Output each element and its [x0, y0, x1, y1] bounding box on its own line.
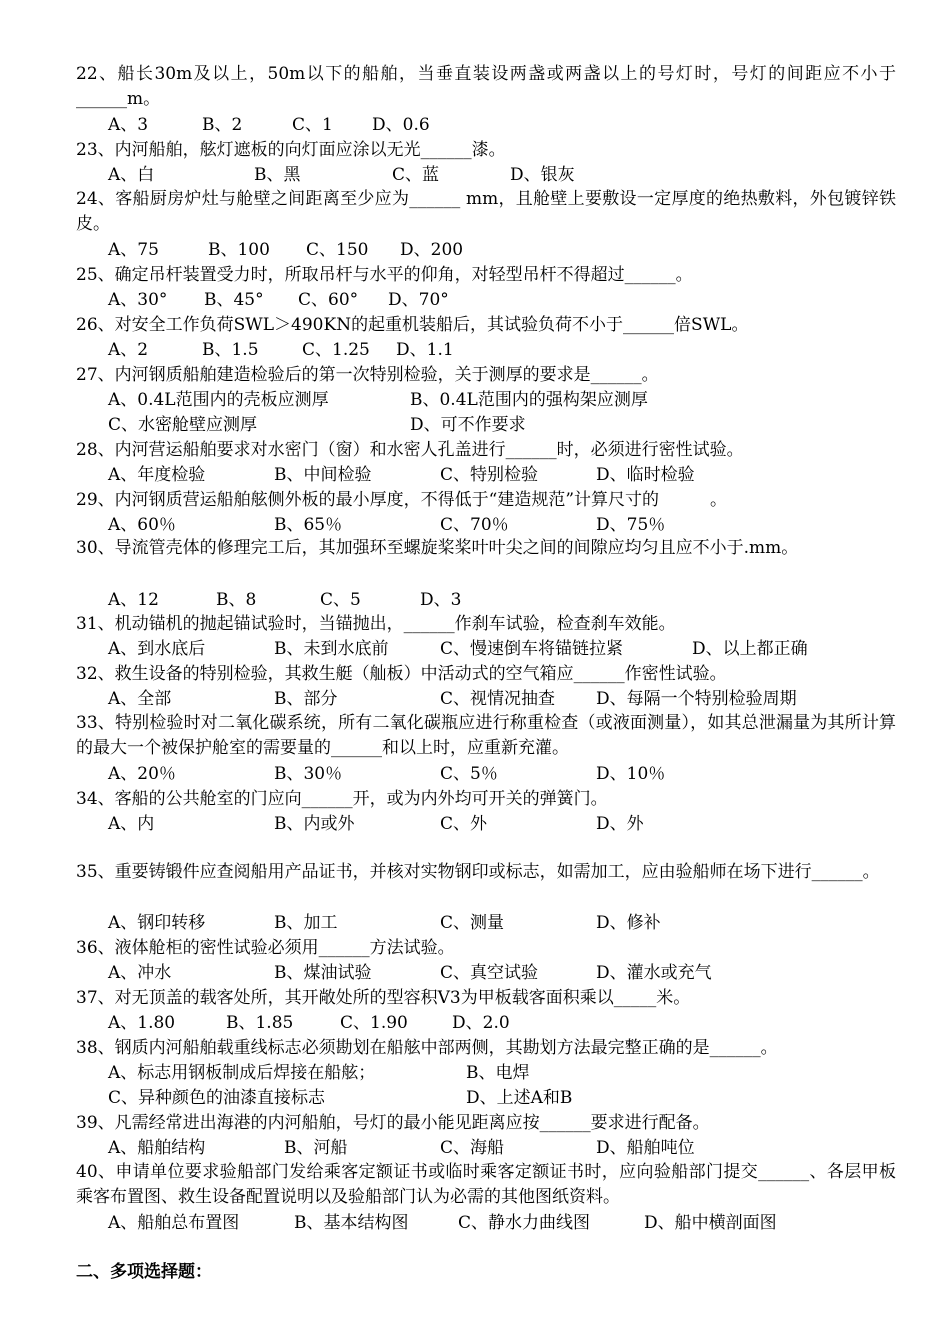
question-39-text: 39、凡需经常进出海港的内河船舶，号灯的最小能见距离应按______要求进行配备。 [76, 1113, 710, 1133]
option-c: C、150 [306, 240, 369, 260]
option-b: B、65％ [274, 515, 343, 535]
option-d: D、临时检验 [596, 465, 695, 485]
question-32-text: 32、救生设备的特别检验，其救生艇（舢板）中活动式的空气箱应______作密性试验。 [76, 664, 727, 684]
option-b: B、黑 [254, 165, 301, 185]
option-c: C、真空试验 [440, 963, 539, 983]
option-d: D、可不作要求 [410, 415, 526, 435]
option-a: A、船舶结构 [108, 1138, 206, 1158]
option-c: C、视情况抽查 [440, 689, 556, 709]
question-35-text: 35、重要铸锻件应查阅船用产品证书，并核对实物钢印或标志，如需加工，应由验船师在场下进行______。 [76, 862, 880, 882]
option-a: A、到水底后 [108, 639, 206, 659]
option-c: C、慢速倒车将锚链拉紧 [440, 639, 624, 659]
question-38-text: 38、钢质内河船舶载重线标志必须勘划在船舷中部两侧，其勘划方法最完整正确的是______。 [76, 1038, 778, 1058]
option-b: B、电焊 [466, 1063, 530, 1083]
question-24-text: 24、客船厨房炉灶与舱壁之间距离至少应为______ mm，且舱壁上要敷设一定厚度的绝热敷料，外包镀锌铁皮。 [76, 189, 896, 234]
question-26-text: 26、对安全工作负荷SWL＞490KN的起重机装船后，其试验负荷不小于______倍SWL。 [76, 315, 749, 335]
question-29-text: 29、内河钢质营运船舶舷侧外板的最小厚度，不得低于“建造规范”计算尺寸的 。 [76, 490, 728, 510]
option-c: C、海船 [440, 1138, 505, 1158]
option-a: A、30° [108, 290, 168, 310]
option-b: B、加工 [274, 913, 338, 933]
option-b: B、2 [202, 115, 243, 135]
option-a: A、0.4L范围内的壳板应测厚 [108, 390, 329, 410]
question-25-text: 25、确定吊杆装置受力时，所取吊杆与水平的仰角，对轻型吊杆不得超过______。 [76, 265, 693, 285]
option-b: B、未到水底前 [274, 639, 389, 659]
option-d: D、灌水或充气 [596, 963, 712, 983]
question-27-text: 27、内河钢质船舶建造检验后的第一次特别检验，关于测厚的要求是______。 [76, 365, 659, 385]
option-d: D、70° [388, 290, 449, 310]
option-a: A、20％ [108, 764, 176, 784]
option-c: C、测量 [440, 913, 505, 933]
question-37-text: 37、对无顶盖的载客处所，其开敞处所的型容积V3为甲板载客面积乘以_____米。 [76, 988, 691, 1008]
question-31-text: 31、机动锚机的抛起锚试验时，当锚抛出，______作刹车试验，检查刹车效能。 [76, 614, 676, 634]
option-b: B、0.4L范围内的强构架应测厚 [410, 390, 648, 410]
option-b: B、内或外 [274, 814, 355, 834]
option-d: D、外 [596, 814, 644, 834]
option-b: B、1.5 [202, 340, 259, 360]
option-d: D、上述A和B [466, 1088, 573, 1108]
option-d: D、1.1 [396, 340, 454, 360]
question-36-text: 36、液体舱柜的密性试验必须用______方法试验。 [76, 938, 455, 958]
question-30-text: 30、导流管壳体的修理完工后，其加强环至螺旋桨桨叶叶尖之间的间隙应均匀且应不小于.mm。 [76, 538, 799, 558]
question-40-text: 40、申请单位要求验船部门发给乘客定额证书或临时乘客定额证书时，应向验船部门提交______、各层甲板乘客布置图、救生设备配置说明以及验船部门认为必需的其他图纸资料。 [76, 1162, 896, 1207]
option-d: D、船舶吨位 [596, 1138, 695, 1158]
section-heading: 二、多项选择题： [76, 1262, 212, 1282]
option-a: A、钢印转移 [108, 913, 206, 933]
option-c: C、静水力曲线图 [458, 1213, 591, 1233]
option-a: A、年度检验 [108, 465, 206, 485]
option-a: A、冲水 [108, 963, 172, 983]
option-a: A、全部 [108, 689, 172, 709]
option-d: D、200 [400, 240, 464, 260]
question-34-text: 34、客船的公共舱室的门应向______开，或为内外均可开关的弹簧门。 [76, 789, 608, 809]
option-c: C、外 [440, 814, 488, 834]
option-c: C、水密舱壁应测厚 [108, 415, 258, 435]
option-c: C、异种颜色的油漆直接标志 [108, 1088, 326, 1108]
option-a: A、3 [108, 115, 149, 135]
option-b: B、煤油试验 [274, 963, 372, 983]
option-c: C、60° [298, 290, 359, 310]
option-a: A、内 [108, 814, 155, 834]
option-b: B、8 [216, 590, 257, 610]
option-d: D、10％ [596, 764, 666, 784]
option-d: D、修补 [596, 913, 661, 933]
option-c: C、5 [320, 590, 361, 610]
option-a: A、2 [108, 340, 149, 360]
option-c: C、1.90 [340, 1013, 408, 1033]
option-b: B、河船 [284, 1138, 348, 1158]
option-a: A、船舶总布置图 [108, 1213, 240, 1233]
option-d: D、0.6 [372, 115, 430, 135]
option-b: B、100 [208, 240, 270, 260]
option-c: C、5％ [440, 764, 498, 784]
question-23-text: 23、内河船舶，舷灯遮板的向灯面应涂以无光______漆。 [76, 140, 506, 160]
option-c: C、1 [292, 115, 333, 135]
option-c: C、蓝 [392, 165, 440, 185]
option-d: D、银灰 [510, 165, 575, 185]
option-c: C、1.25 [302, 340, 370, 360]
option-b: B、30％ [274, 764, 343, 784]
option-c: C、70％ [440, 515, 509, 535]
option-a: A、白 [108, 165, 155, 185]
question-22-text: 22、船长30m及以上，50m以下的船舶，当垂直装设两盏或两盏以上的号灯时，号灯的间距应不小于______m。 [76, 64, 896, 109]
option-a: A、12 [108, 590, 159, 610]
option-b: B、部分 [274, 689, 338, 709]
option-c: C、特别检验 [440, 465, 539, 485]
option-b: B、45° [204, 290, 264, 310]
option-a: A、1.80 [108, 1013, 176, 1033]
option-a: A、60％ [108, 515, 176, 535]
option-a: A、75 [108, 240, 159, 260]
option-b: B、1.85 [226, 1013, 294, 1033]
option-d: D、每隔一个特别检验周期 [596, 689, 797, 709]
option-d: D、75％ [596, 515, 666, 535]
question-33-text: 33、特别检验时对二氧化碳系统，所有二氧化碳瓶应进行称重检查（或液面测量），如其总泄漏量为其所计算的最大一个被保护舱室的需要量的______和以上时，应重新充灌。 [76, 713, 896, 758]
question-28-text: 28、内河营运船舶要求对水密门（窗）和水密人孔盖进行______时，必须进行密性试验。 [76, 440, 744, 460]
option-b: B、基本结构图 [294, 1213, 409, 1233]
option-d: D、2.0 [452, 1013, 510, 1033]
option-b: B、中间检验 [274, 465, 372, 485]
option-d: D、船中横剖面图 [644, 1213, 777, 1233]
option-d: D、3 [420, 590, 462, 610]
option-d: D、以上都正确 [692, 639, 808, 659]
option-a: A、标志用钢板制成后焊接在船舷； [108, 1063, 376, 1083]
